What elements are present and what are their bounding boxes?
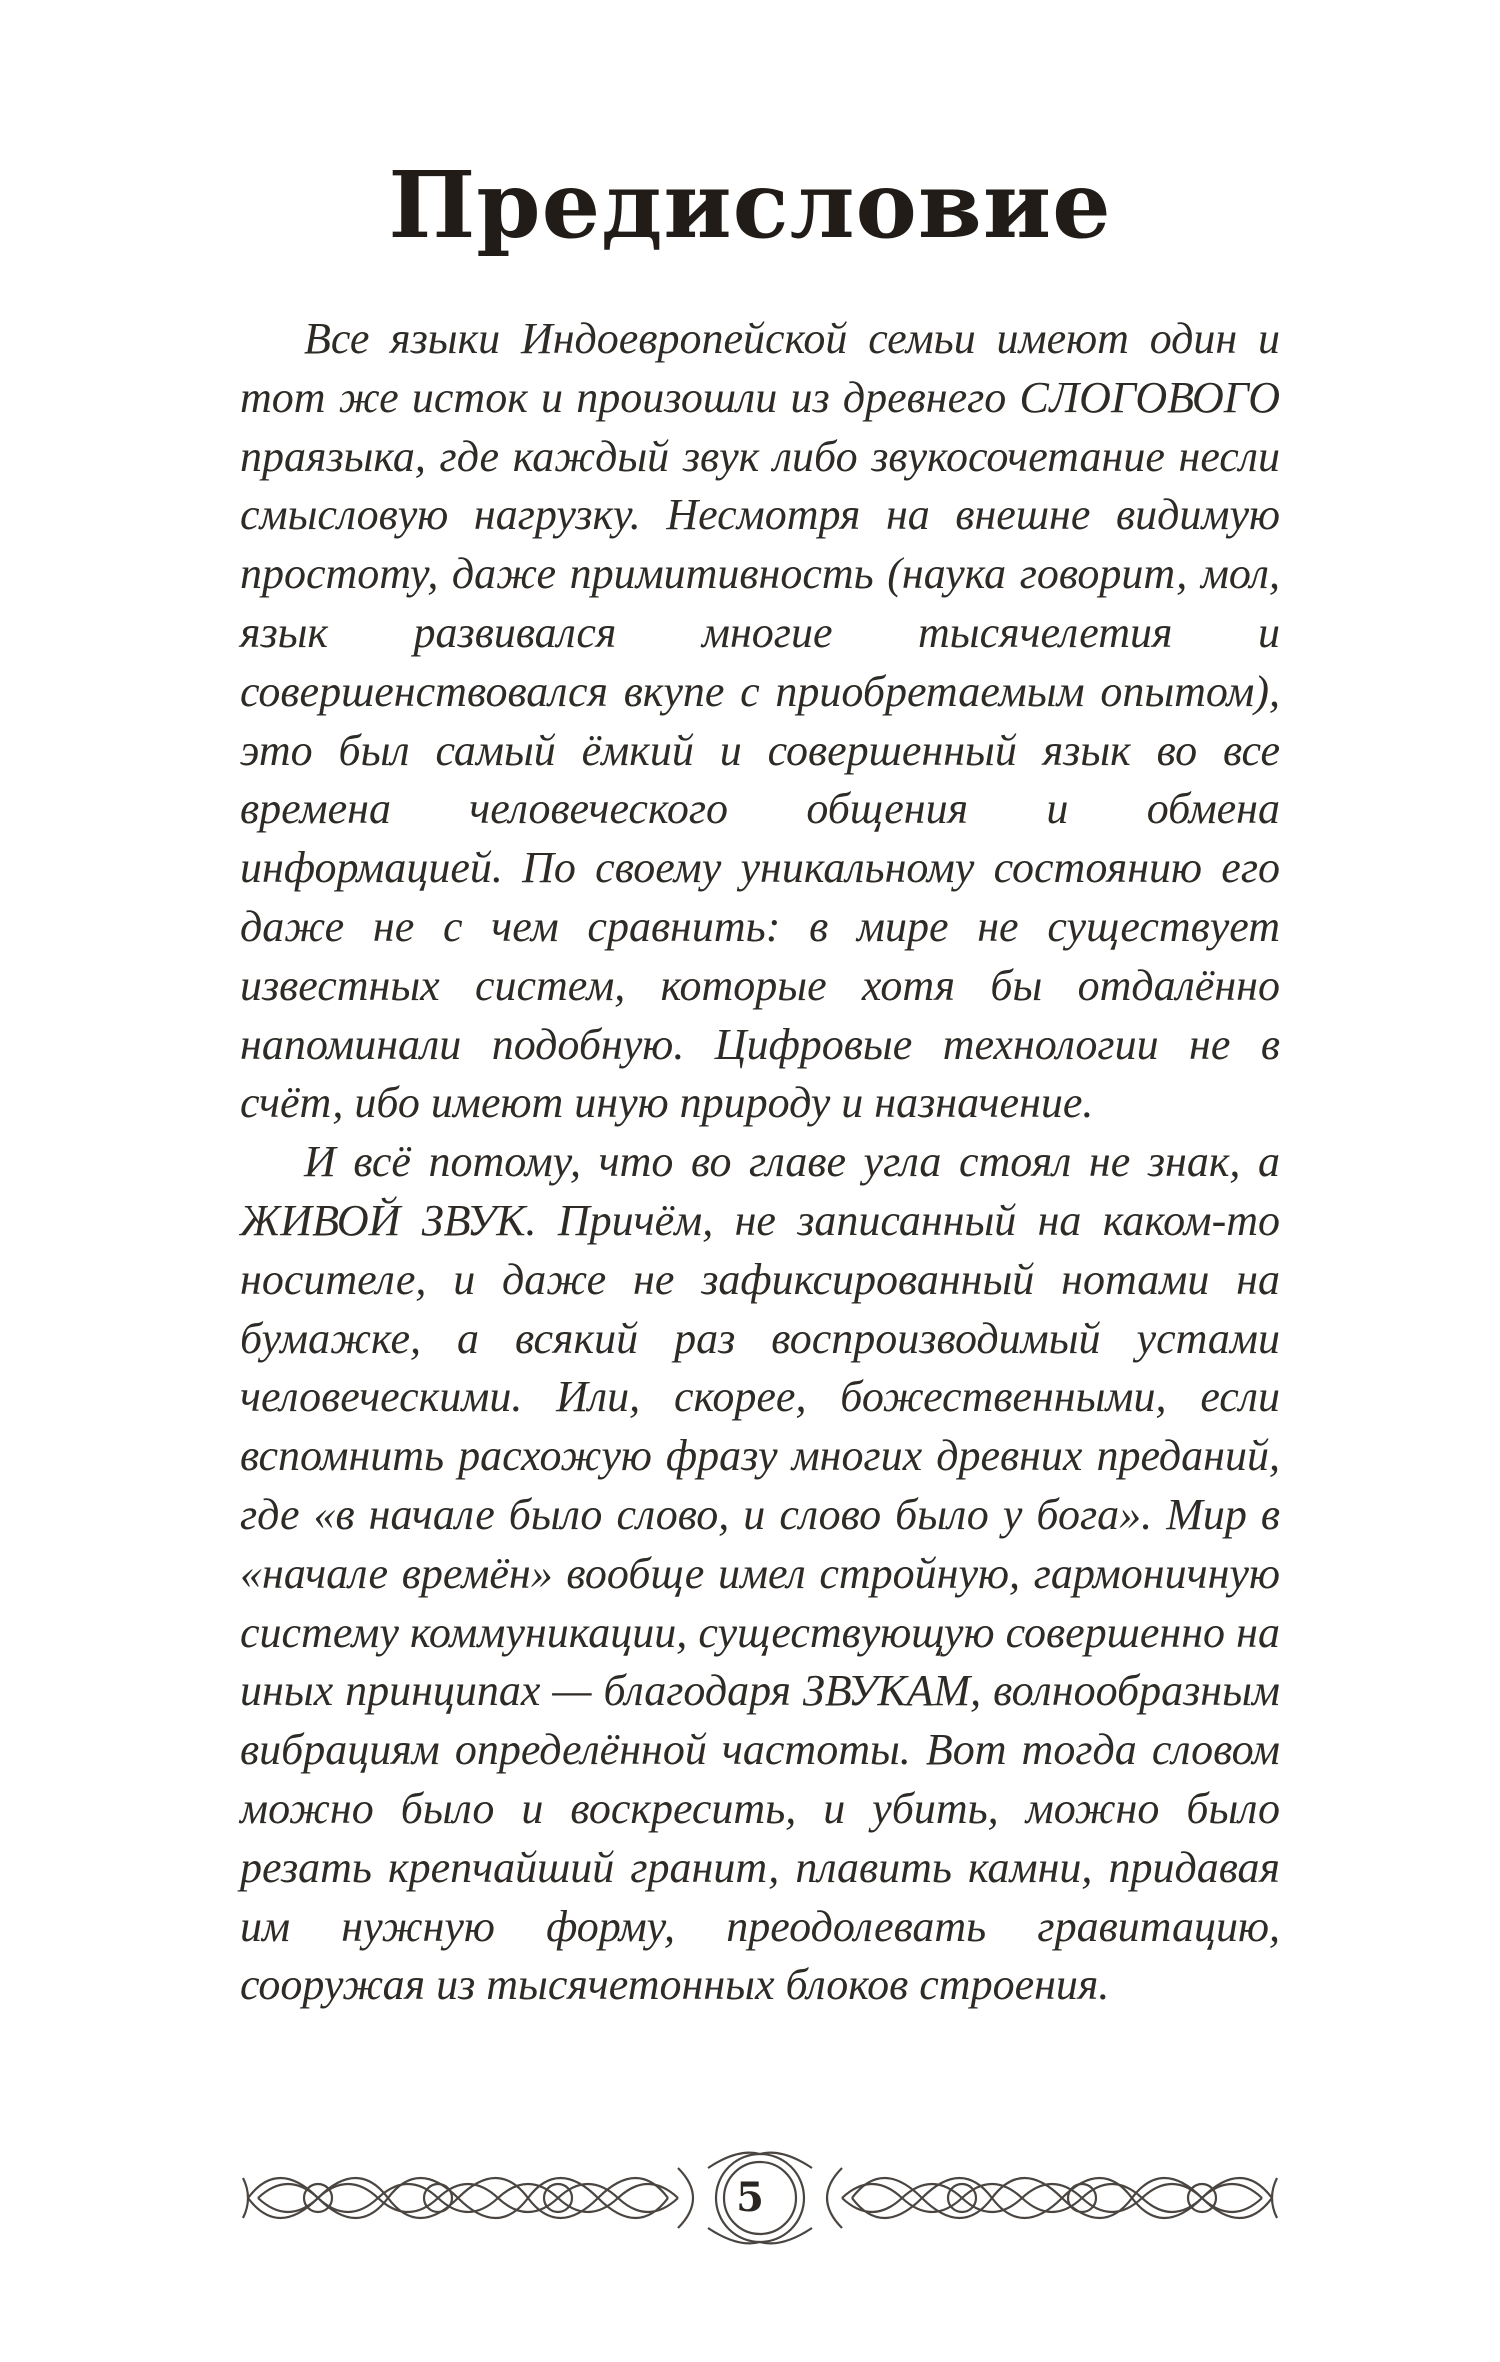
page-number: 5 (736, 2174, 764, 2221)
body-text (240, 310, 1280, 2015)
paragraph-1: Все языки Индоевропейской семьи имеют один и тот же исток и произошли из древнего СЛОГОВОГО праязыка, где каждый звук либо звукосочетание несли смысловую нагрузку. Несмотря на внешне видимую простоту, даже примитивность (наука говорит, мол, язык развивался многие тысячелетия и совершенствовался вкупе с приобретаемым опытом), это был самый ёмкий и совершенный язык во все времена человеческого общения и обмена информацией. По своему уникальному состоянию его даже не с чем сравнить: в мире не существует известных систем, которые хотя бы отдалённо напоминали подобную. Цифровые технологии не в счёт, ибо имеют иную природу и назначение. (240, 314, 1280, 1128)
page-title: Предисловие (388, 151, 1112, 259)
paragraph-2: И всё потому, что во главе угла стоял не знак, а ЖИВОЙ ЗВУК. Причём, не записанный на каком-то носителе, и даже не зафиксированный нотами на бумажке, а всякий раз воспроизводимый устами человеческими. Или, скорее, божественными, если вспомнить расхожую фразу многих древних преданий, где «в начале было слово, и слово было у бога». Мир в «начале времён» вообще имел стройную, гармоничную систему коммуникации, существующую совершенно на иных принципах — благодаря ЗВУКАМ, волнообразным вибрациям определённой частоты. Вот тогда словом можно было и воскресить, и убить, можно было резать крепчайший гранит, плавить камни, придавая им нужную форму, преодолевать гравитацию, сооружая из тысячетонных блоков строения. (240, 1137, 1280, 2010)
